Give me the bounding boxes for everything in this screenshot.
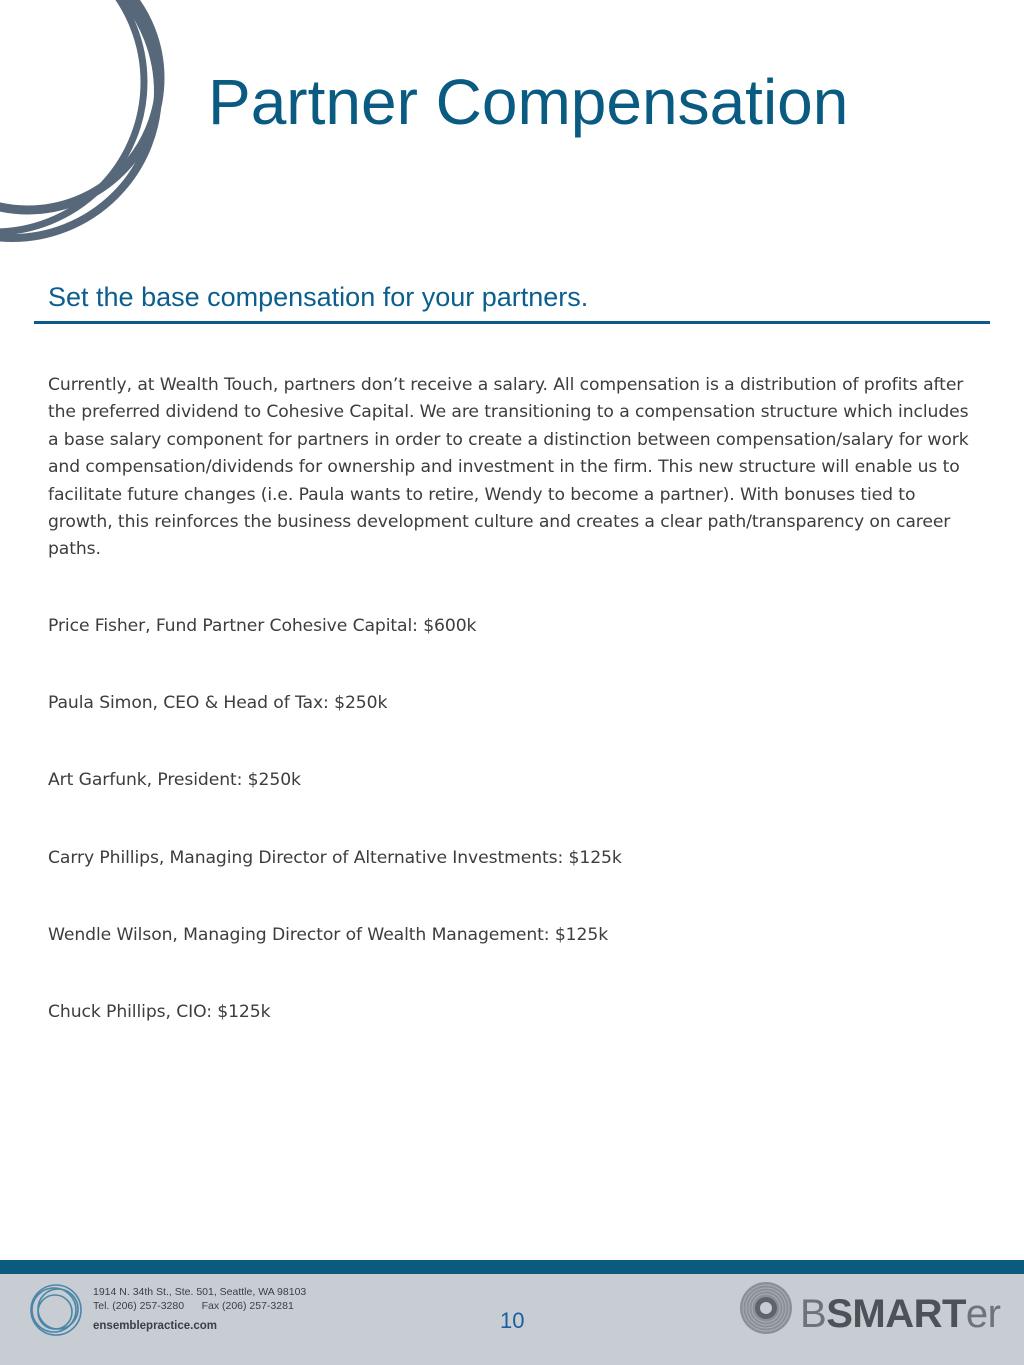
footer-website-link[interactable]: ensemblepractice.com bbox=[93, 1320, 218, 1332]
page-number: 10 bbox=[500, 1308, 525, 1333]
bsmarter-swirl-icon bbox=[738, 1280, 794, 1336]
brand-bold: SMART bbox=[826, 1292, 966, 1336]
brand-light: B bbox=[800, 1292, 827, 1336]
bsmarter-brand bbox=[800, 1292, 1000, 1336]
partner-item: Art Garfunk, President: $250k bbox=[48, 770, 301, 790]
intro-paragraph: Currently, at Wealth Touch, partners don’t receive a salary. All compensation is a distribution of profits after the preferred dividend to Cohesive Capital. We are transitioning to a compensation structure which includes a base salary component for partners in order to create a distinction between compensation/salary for work and compensation/dividends for ownership and investment in the firm. This new structure will enable us to facilitate future changes (i.e. Paula wants to retire, Wendy to become a partner). With bonuses tied to growth, this reinforces the business development culture and creates a clear path/transparency on career paths. bbox=[48, 375, 969, 560]
footer-address: 1914 N. 34th St., Ste. 501, Seattle, WA 98103 bbox=[93, 1286, 307, 1298]
footer-phone-fax: Tel. (206) 257-3280 Fax (206) 257-3281 bbox=[93, 1300, 294, 1312]
slide-title: Partner Compensation bbox=[208, 66, 849, 138]
footer-accent-band bbox=[0, 1260, 1024, 1274]
slide-subtitle: Set the base compensation for your partners. bbox=[48, 282, 589, 312]
ensemble-rings-logo-icon bbox=[28, 1282, 84, 1338]
partner-item: Wendle Wilson, Managing Director of Wealth Management: $125k bbox=[48, 925, 609, 945]
footer bbox=[0, 1274, 1024, 1365]
partner-item: Chuck Phillips, CIO: $125k bbox=[48, 1002, 271, 1022]
brand-suffix: er bbox=[965, 1292, 1001, 1336]
partner-item: Carry Phillips, Managing Director of Alternative Investments: $125k bbox=[48, 848, 622, 868]
partner-item: Paula Simon, CEO & Head of Tax: $250k bbox=[48, 693, 388, 713]
decorative-rings-icon bbox=[0, 0, 190, 250]
partner-item: Price Fisher, Fund Partner Cohesive Capital: $600k bbox=[48, 616, 477, 636]
subtitle-divider bbox=[34, 321, 990, 324]
